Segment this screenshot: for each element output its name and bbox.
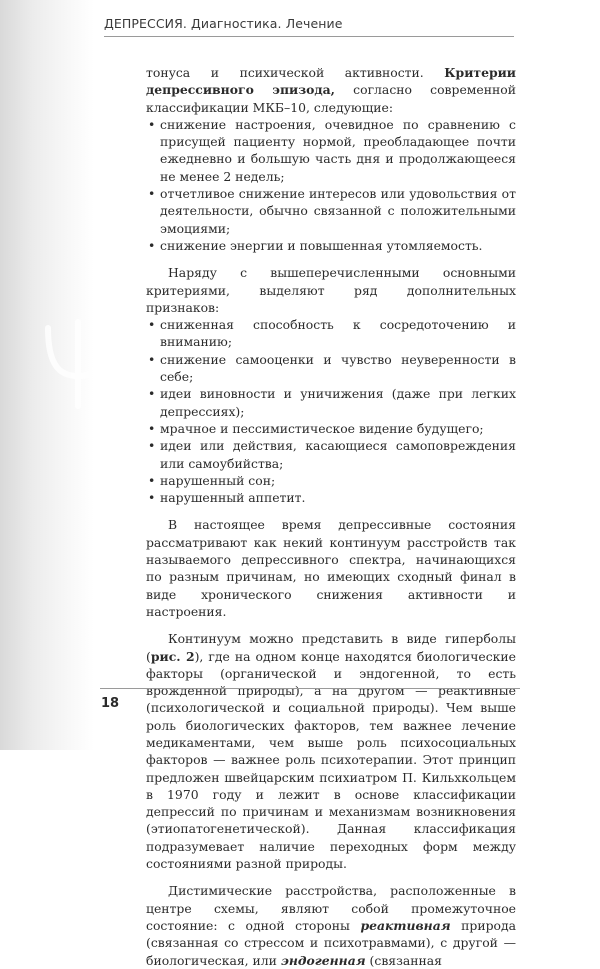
list-item: • нарушенный аппетит.	[160, 489, 516, 506]
paragraph-2: Наряду с вышеперечисленными основными критериями, выделяют ряд дополнительных признаков:	[146, 265, 516, 315]
page-body	[146, 64, 516, 969]
list-item: • мрачное и пессимистическое видение будущего;	[160, 420, 516, 437]
list-item: • идеи или действия, касающиеся самоповреждения или самоубийства;	[160, 437, 516, 472]
list-item: • сниженная способность к сосредоточению и вниманию;	[160, 316, 516, 351]
list-item: • отчетливое снижение интересов или удовольствия от деятельности, обычно связанной с положительными эмоциями;	[160, 185, 516, 237]
list-item: • нарушенный сон;	[160, 472, 516, 489]
list-item: • снижение самооценки и чувство неуверенности в себе;	[160, 351, 516, 386]
footer-rule	[100, 688, 520, 689]
paragraph-5: Дистимические расстройства, расположенные в центре схемы, являют собой промежуточное состояние: с одной стороны реактивная природа (связанная со стрессом и психотравмами), с другой — биологическая, или эндогенная (связанная	[146, 883, 516, 968]
additional-signs-list	[146, 316, 516, 506]
main-criteria-list	[146, 116, 516, 254]
running-header: ДЕПРЕССИЯ. Диагностика. Лечение	[104, 16, 514, 37]
paragraph-1: тонуса и психической активности. Критерии депрессивного эпизода, согласно современной классификации МКБ–10, следующие:	[146, 65, 517, 115]
list-item: • идеи виновности и уничижения (даже при легких депрессиях);	[160, 385, 516, 420]
list-item: • снижение энергии и повышенная утомляемость.	[160, 237, 516, 254]
paragraph-4: Континуум можно представить в виде гиперболы (рис. 2), где на одном конце находятся биологические факторы (органической и эндогенной, то есть врожденной природы), а на другом — реактивные (психологической и социальной природы). Чем выше роль биологических факторов, тем важнее лечение медикаментами, чем выше роль психосоциальных факторов — важнее роль психотерапии. Этот принцип предложен швейцарским психиатром П. Кильхкольцем в 1970 году и лежит в основе классификации депрессий по причинам и механизмам возникновения (этиопатогенетической). Данная классификация подразумевает наличие переходных форм между состояниями разной природы.	[146, 631, 516, 872]
list-item: • снижение настроения, очевидное по сравнению с присущей пациенту нормой, преобладающее почти ежедневно и большую часть дня и продолжающееся не менее 2 недель;	[160, 116, 516, 185]
page-number: 18	[101, 696, 120, 711]
psi-watermark-icon	[40, 318, 116, 410]
paragraph-3: В настоящее время депрессивные состояния рассматривают как некий континуум расстройств так называемого депрессивного спектра, начинающихся по разным причинам, но имеющих сходный финал в виде хронического снижения активности и настроения.	[146, 517, 516, 619]
